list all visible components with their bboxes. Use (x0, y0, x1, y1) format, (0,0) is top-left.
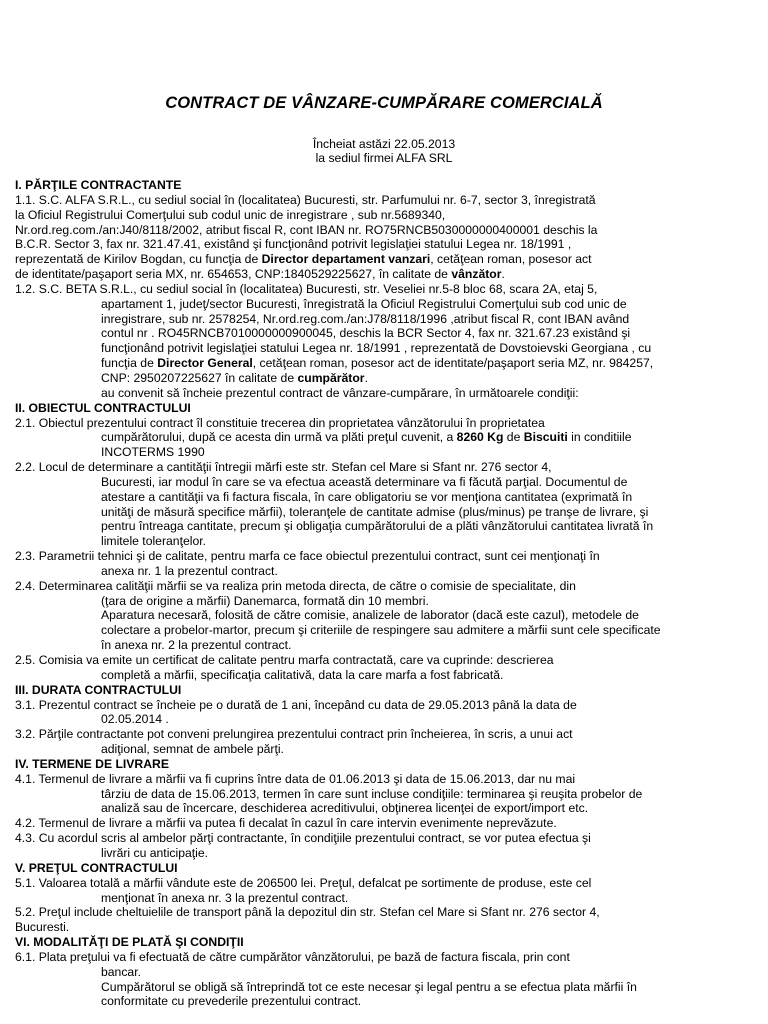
contract-body (15, 178, 763, 1009)
clause-line: 1.2. S.C. BETA S.R.L., cu sediul social în (localitatea) Bucuresti, str. Veseliei nr.5-8 bloc 68, scara 2A, etaj 5, (15, 281, 598, 296)
clause-line: bancar. (101, 964, 141, 979)
buyer-capacity: cumpărător (297, 370, 365, 385)
concluded-date: Încheiat astăzi 22.05.2013 (312, 137, 456, 151)
section-heading: III. DURATA CONTRACTULUI (15, 682, 182, 697)
section-heading: II. OBIECTUL CONTRACTULUI (15, 400, 191, 415)
clause-line: târziu de data de 15.06.2013, termen în care sunt incluse condiţiile: terminarea şi reuşita probelor de (101, 786, 643, 801)
clause-line: unităţi de măsură specifice mărfii), toleranţele de cantitate admise (plus/minus) pe tranşe de livrare, şi (101, 504, 649, 519)
clause-line: 2.2. Locul de determinare a cantităţii întregii mărfi este str. Stefan cel Mare si Sfant nr. 276 sector 4, (15, 460, 552, 475)
clause-line: completă a mărfii, specificaţia calitativă, data la care marfa a fost fabricată. (101, 667, 504, 682)
clause-line: 2.4. Determinarea calităţii mărfii se va realiza prin metoda directa, de către o comisie de specialitate, din (15, 578, 576, 593)
clause-line: INCOTERMS 1990 (101, 445, 205, 460)
clause-line: 3.1. Prezentul contract se încheie pe o durată de 1 ani, începând cu data de 29.05.2013 până la data de (15, 697, 577, 712)
contract-title: CONTRACT DE VÂNZARE-CUMPĂRARE COMERCIALĂ (165, 94, 603, 112)
clause-line: 3.2. Părţile contractante pot conveni prelungirea prezentului contract prin încheierea, în scris, a unui act (15, 727, 573, 742)
clause-line: limitele toleranţelor. (101, 534, 206, 549)
clause-line: Cumpărătorul se obligă să întreprindă tot ce este necesar şi legal pentru a se efectua plata mărfii în (101, 979, 637, 994)
clause-line: CNP: 2950207225627 în calitate de cumpărător. (101, 370, 368, 385)
section-heading: I. PĂRŢILE CONTRACTANTE (15, 178, 182, 192)
clause-line: colectare a probelor-martor, precum şi criteriile de respingere sau admitere a mărfii sunt cele specificate (101, 623, 661, 638)
clause-line: B.C.R. Sector 3, fax nr. 321.47.41, existând şi funcţionând potrivit legislaţiei statului Legea nr. 18/1991 , (15, 237, 572, 252)
section-heading: VI. MODALITĂŢI DE PLATĂ ŞI CONDIŢII (15, 935, 244, 950)
clause-line: 2.5. Comisia va emite un certificat de calitate pentru marfa contractată, care va cuprinde: descrierea (15, 653, 554, 667)
clause-line: la Oficiul Registrului Comerţului sub codul unic de inregistrare , sub nr.5689340, (15, 207, 446, 222)
clause-line: funcţia de Director General, cetăţean roman, posesor act de identitate/paşaport seria MZ, nr. 984257, (101, 356, 654, 371)
clause-line: Bucuresti. (15, 920, 70, 935)
clause-line: contul nr . RO45RNCB7010000000900045, deschis la BCR Sector 4, fax nr. 321.67.23 existând şi (101, 326, 631, 341)
clause-line: Bucuresti, iar modul în care se va efectua această determinare va fi făcută parţial. Documentul de (101, 474, 628, 489)
clause-line: au convenit să încheie prezentul contract de vânzare-cumpărare, în următoarele condiţii: (101, 385, 579, 400)
clause-line: livrări cu anticipaţie. (101, 845, 209, 860)
clause-line: anexa nr. 1 la prezentul contract. (101, 563, 278, 578)
section-heading: IV. TERMENE DE LIVRARE (15, 756, 169, 771)
clause-line: apartament 1, judeţ/sector Bucuresti, înregistrată la Oficiul Registrului Comerţului sub cod unic de (101, 296, 627, 311)
clause-line: în anexa nr. 2 la prezentul contract. (101, 638, 292, 653)
clause-line: 02.05.2014 . (101, 712, 169, 727)
concluded-place: la sediul firmei ALFA SRL (315, 151, 453, 165)
clause-line: conformitate cu prevederile prezentului contract. (101, 994, 362, 1009)
clause-line: 1.1. S.C. ALFA S.R.L., cu sediul social în (localitatea) Bucuresti, str. Parfumului nr. 6-7, sector 3, înregistrată (15, 192, 596, 207)
clause-line: pentru întreaga cantitate, precum şi obligaţia cumpărătorului de a plăti vânzătorului cantitatea livrată în (101, 519, 654, 534)
seller-capacity: vânzător (451, 267, 502, 282)
clause-line: menţionat în anexa nr. 3 la prezentul contract. (101, 890, 349, 905)
clause-line: 2.1. Obiectul prezentului contract îl constituie trecerea din proprietatea vânzătorului în proprietatea (15, 415, 545, 430)
clause-line: 2.3. Parametrii tehnici şi de calitate, pentru marfa ce face obiectul prezentului contract, sunt cei menţionaţi în (15, 549, 600, 564)
clause-line: reprezentată de Kirilov Bogdan, cu funcţia de Director departament vanzari, cetăţean roman, posesor act (15, 252, 592, 267)
clause-line: analiză sau de încercare, deschiderea acreditivului, obţinerea licenţei de export/import etc. (101, 801, 589, 816)
clause-line: 6.1. Plata preţului va fi efectuată de către cumpărător vânzătorului, pe bază de factura fiscala, prin cont (15, 949, 570, 964)
clause-line: 4.3. Cu acordul scris al ambelor părţi contractante, în condiţiile prezentului contract, se vor putea efectua şi (15, 831, 591, 846)
clause-line: de identitate/paşaport seria MX, nr. 654653, CNP:1840529225627, în calitate de vânzător. (15, 267, 505, 282)
clause-line: Nr.ord.reg.com./an:J40/8118/2002, atribut fiscal R, cont IBAN nr. RO75RNCB5030000000400001 deschis la (15, 222, 598, 237)
section-heading: V. PREŢUL CONTRACTULUI (15, 860, 178, 875)
clause-line: Aparatura necesară, folosită de către comisie, analizele de laborator (dacă este cazul), metodele de (101, 608, 639, 623)
clause-line: funcţionând potrivit legislaţiei statului Legea nr. 18/1991 , reprezentată de Dovstoievski Georgiana , cu (101, 341, 652, 356)
clause-line: adiţional, semnat de ambele părţi. (101, 742, 284, 757)
clause-line: cumpărătorului, după ce acesta din urmă va plăti preţul cuvenit, a 8260 Kg de Biscuiti in conditiile (101, 430, 632, 445)
clause-line: 4.1. Termenul de livrare a mărfii va fi cuprins între data de 01.06.2013 şi data de 15.06.2013, dar nu mai (15, 771, 576, 786)
seller-role: Director departament vanzari (261, 252, 431, 267)
clause-line: 5.2. Preţul include cheltuielile de transport până la depozitul din str. Stefan cel Mare si Sfant nr. 276 sector 4, (15, 905, 600, 920)
clause-line: 5.1. Valoarea totală a mărfii vândute este de 206500 lei. Preţul, defalcat pe sortimente de produse, este cel (15, 875, 592, 890)
clause-line: atestare a cantităţii va fi factura fiscala, în care obligatoriu se vor menţiona cantitatea (exprimată în (101, 489, 633, 504)
clause-line: 4.2. Termenul de livrare a mărfii va putea fi decalat în cazul în care intervin evenimente neprevăzute. (15, 816, 557, 831)
clause-line: (ţara de origine a mărfii) Danemarca, formată din 10 membri. (101, 593, 429, 608)
clause-line: inregistrare, sub nr. 2578254, Nr.ord.reg.com./an:J78/8118/1996 ,atribut fiscal R, cont IBAN având (101, 311, 630, 326)
quantity: 8260 Kg (456, 430, 504, 445)
product: Biscuiti (523, 430, 568, 445)
buyer-role: Director General (157, 356, 253, 371)
